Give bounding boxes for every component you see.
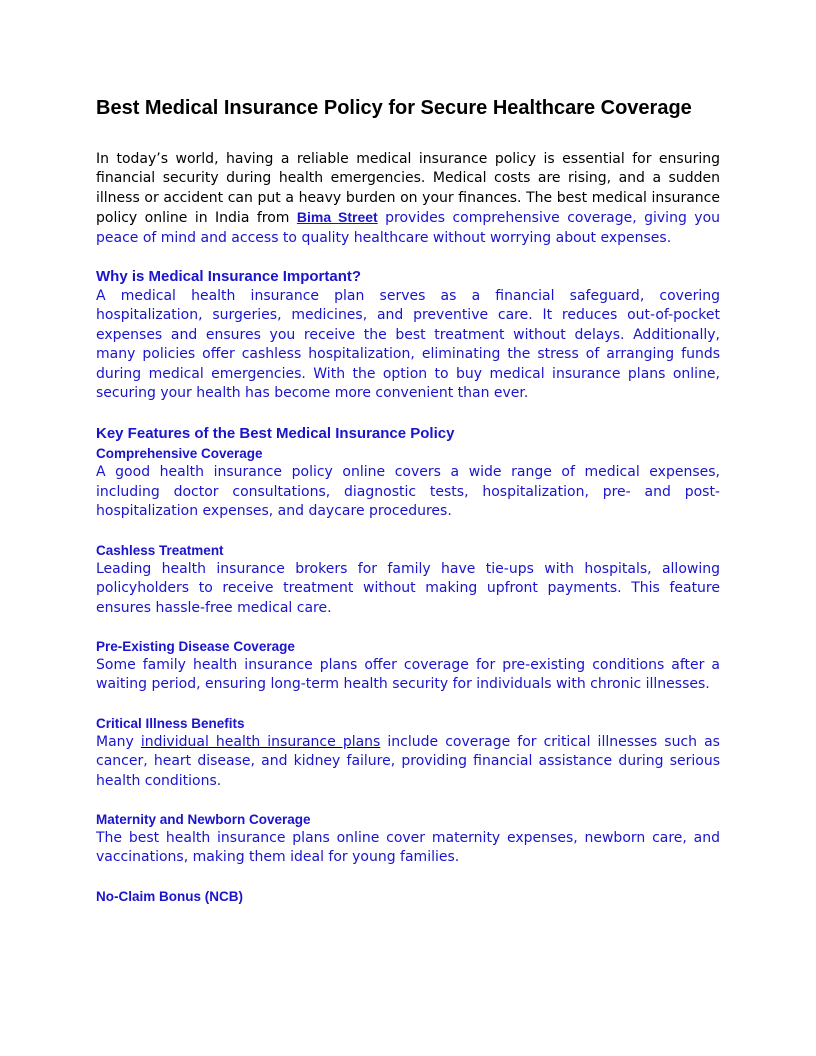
intro-text: In today’s world, having a reliable medical insurance policy is essential for ensuring financial security during health emergencies. Medical costs are rising, and a sudden illness or accident can put a heavy burden on your finances. The best medical insurance policy online in India from [96,151,720,227]
critical-text-before: Many [96,733,141,750]
why-paragraph: A medical health insurance plan serves as a financial safeguard, covering hospitalization, surgeries, medicines, and preventive care. It reduces out-of-pocket expenses and ensures you receive the best treatment without delays. Additionally, many policies offer cashless hospitalization, eliminating the stress of arranging funds during medical emergencies. With the option to buy medical insurance plans online, securing your health has become more convenient than ever. [96,288,720,402]
bima-street-link[interactable]: Bima Street [296,209,378,226]
critical-illness-paragraph [96,733,720,791]
cashless-treatment-heading: Cashless Treatment [96,542,224,558]
cashless-treatment-paragraph: Leading health insurance brokers for family have tie-ups with hospitals, allowing policyholders to receive treatment without making upfront payments. This feature ensures hassle-free medical care. [96,560,720,616]
ncb-heading: No-Claim Bonus (NCB) [96,888,243,904]
intro-paragraph [96,150,720,248]
page-title: Best Medical Insurance Policy for Secure Healthcare Coverage [96,97,692,119]
pre-existing-paragraph: Some family health insurance plans offer coverage for pre-existing conditions after a waiting period, ensuring long-term health security for individuals with chronic illnesses. [96,656,720,693]
pre-existing-heading: Pre-Existing Disease Coverage [96,638,295,654]
comprehensive-coverage-heading: Comprehensive Coverage [96,446,263,462]
comprehensive-coverage-paragraph: A good health insurance policy online covers a wide range of medical expenses, including doctor consultations, diagnostic tests, hospitalization, pre- and post-hospitalization expenses, and daycare procedures. [96,464,720,520]
intro-text-continued: provides comprehensive coverage, giving you peace of mind and access to quality healthcare without worrying about expenses. [96,210,721,246]
why-heading: Why is Medical Insurance Important? [96,268,362,286]
individual-health-insurance-link[interactable]: individual health insurance plans [140,733,381,750]
document-page [96,94,720,906]
critical-illness-heading: Critical Illness Benefits [96,715,245,731]
maternity-paragraph: The best health insurance plans online cover maternity expenses, newborn care, and vaccinations, making them ideal for young families. [96,829,720,866]
maternity-heading: Maternity and Newborn Coverage [96,811,311,827]
key-features-heading: Key Features of the Best Medical Insurance Policy [96,425,455,443]
critical-text-after: include coverage for critical illnesses such as cancer, heart disease, and kidney failure, providing financial assistance during serious health conditions. [96,733,720,789]
